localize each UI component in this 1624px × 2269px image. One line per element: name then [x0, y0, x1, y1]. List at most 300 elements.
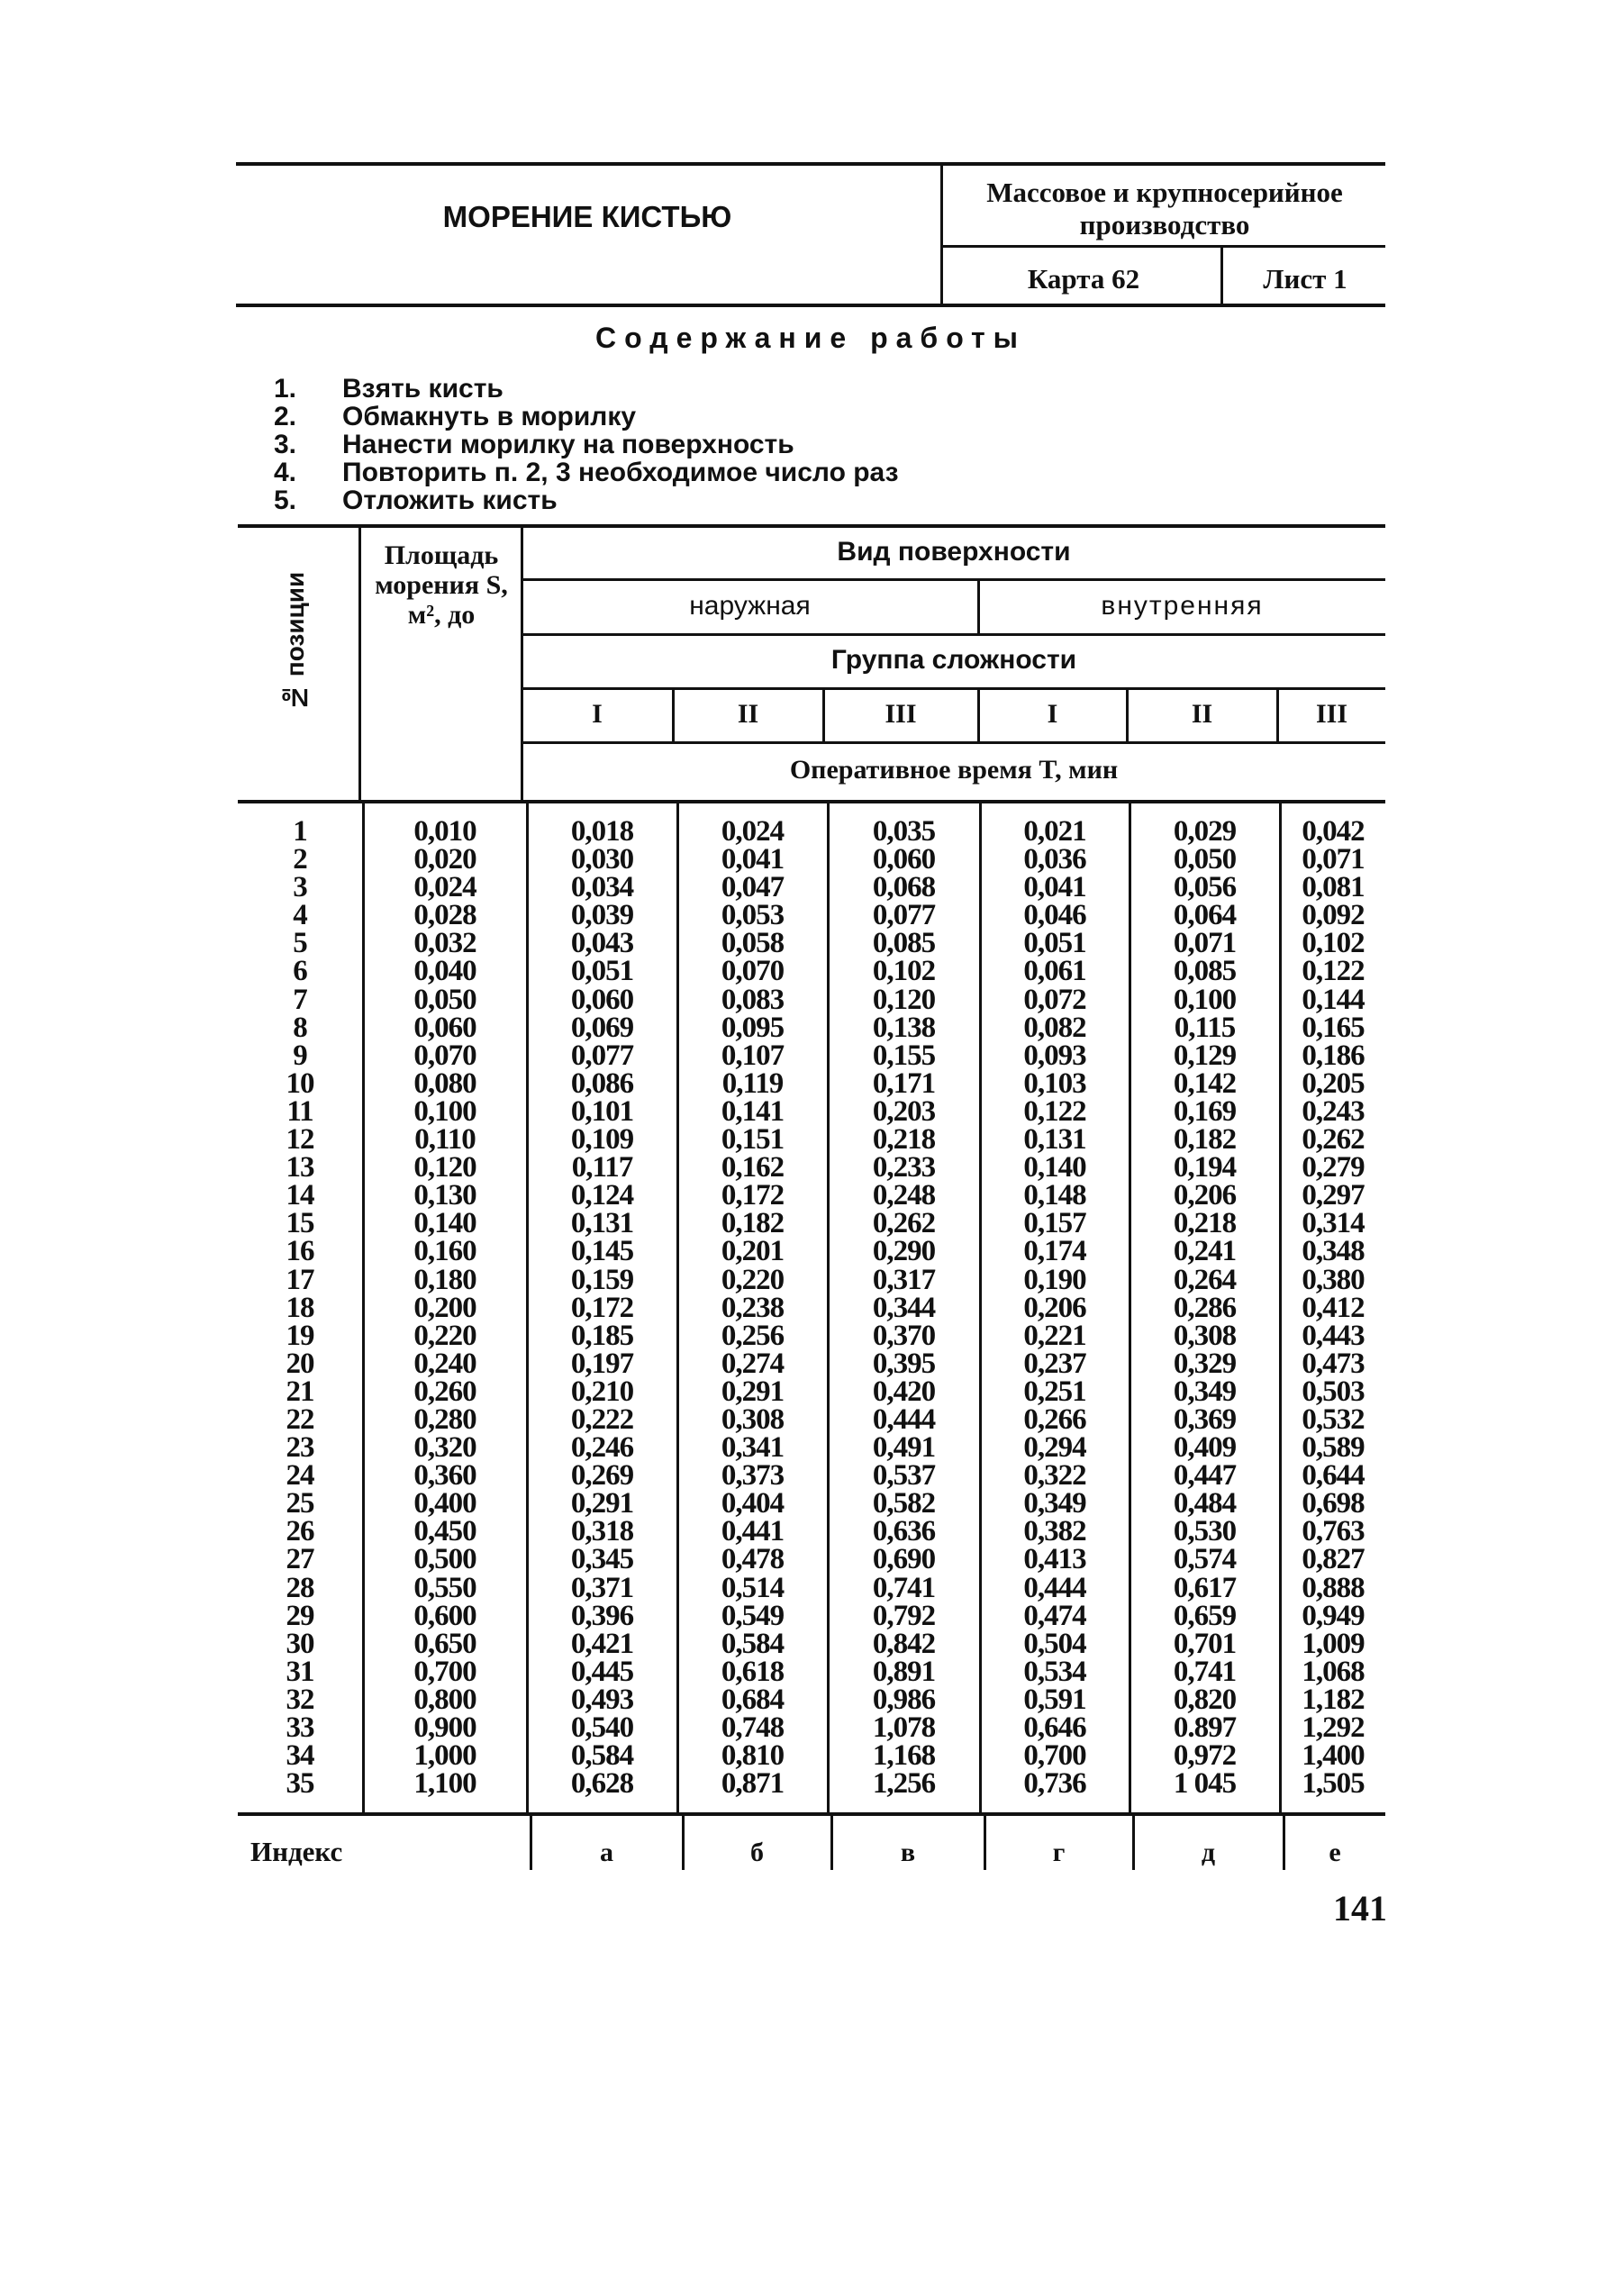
step-text: Взять кисть [342, 374, 504, 404]
table-cell: 0,081 [1302, 871, 1365, 904]
table-cell: 0,549 [721, 1599, 785, 1632]
table-cell: 1,182 [1302, 1683, 1365, 1716]
table-cell: 0,010 [413, 815, 476, 848]
table-cell: 1,078 [872, 1711, 936, 1744]
table-cell: 0,124 [570, 1179, 634, 1212]
table-cell: 0,120 [872, 983, 936, 1016]
table-cell: 0,182 [721, 1207, 785, 1240]
table-cell: 0,043 [570, 927, 634, 960]
table-cell: 0,500 [413, 1543, 476, 1576]
table-cell: 13 [286, 1151, 314, 1184]
table-cell: 15 [286, 1207, 314, 1240]
table-cell: 0,197 [570, 1347, 634, 1380]
table-cell: 0,320 [413, 1431, 476, 1465]
table-cell: 0,370 [872, 1319, 936, 1352]
table-cell: 1,505 [1302, 1767, 1365, 1801]
table-cell: 0,348 [1302, 1235, 1365, 1268]
table-cell: 0,102 [872, 955, 936, 988]
table-cell: 0,172 [570, 1291, 634, 1324]
table-cell: 0,040 [413, 955, 476, 988]
table-cell: 0,131 [570, 1207, 634, 1240]
table-cell: 0,650 [413, 1627, 476, 1660]
table-cell: 0,222 [570, 1402, 634, 1436]
table-cell: 0,291 [570, 1487, 634, 1520]
table-cell: 0,056 [1173, 871, 1237, 904]
time-column-d [1130, 815, 1279, 1801]
table-cell: 0,450 [413, 1515, 476, 1548]
table-cell: 0,308 [721, 1402, 785, 1436]
table-cell: 0,028 [413, 899, 476, 932]
table-cell: 0,190 [1023, 1263, 1086, 1296]
outer-surface-header: наружная [689, 591, 811, 621]
production-type: Массовое и крупносерийное производство [986, 177, 1343, 241]
table-cell: 30 [286, 1627, 314, 1660]
table-cell: 0,317 [872, 1263, 936, 1296]
table-cell: 0,246 [570, 1431, 634, 1465]
table-top-rule [238, 524, 1385, 528]
table-cell: 0,582 [872, 1487, 936, 1520]
table-cell: 34 [286, 1739, 314, 1773]
table-cell: 1,000 [413, 1739, 476, 1773]
table-cell: 0,120 [413, 1151, 476, 1184]
table-cell: 0,085 [872, 927, 936, 960]
table-cell: 0,690 [872, 1543, 936, 1576]
table-cell: 0,144 [1302, 983, 1365, 1016]
table-cell: 0,530 [1173, 1515, 1237, 1548]
table-cell: 0,248 [872, 1179, 936, 1212]
table-cell: 0,071 [1173, 927, 1237, 960]
table-cell: 1,400 [1302, 1739, 1365, 1773]
table-cell: 0,186 [1302, 1039, 1365, 1072]
table-cell: 0,151 [721, 1123, 785, 1157]
table-cell: 0,101 [570, 1094, 634, 1128]
table-cell: 0,532 [1302, 1402, 1365, 1436]
table-cell: 0,800 [413, 1683, 476, 1716]
table-cell: 28 [286, 1571, 314, 1604]
table-cell: 0,117 [571, 1151, 633, 1184]
table-cell: 12 [286, 1123, 314, 1157]
table-cell: 0,380 [1302, 1263, 1365, 1296]
table-cell: 0,820 [1173, 1683, 1237, 1716]
table-cell: 0,102 [1302, 927, 1365, 960]
table-cell: 0,445 [570, 1655, 634, 1688]
table-cell: 0,206 [1173, 1179, 1237, 1212]
table-cell: 0,131 [1023, 1123, 1086, 1157]
table-cell: 0,421 [570, 1627, 634, 1660]
table-cell: 4 [293, 899, 307, 932]
table-cell: 0,060 [570, 983, 634, 1016]
page-number: 141 [1333, 1888, 1387, 1929]
table-cell: 0,341 [721, 1431, 785, 1465]
table-cell: 0,035 [872, 815, 936, 848]
table-cell: 0,842 [872, 1627, 936, 1660]
table-cell: 0,290 [872, 1235, 936, 1268]
table-cell: 0,024 [721, 815, 785, 848]
table-cell: 0,095 [721, 1011, 785, 1044]
table-cell: 0,201 [721, 1235, 785, 1268]
table-cell: 0,169 [1173, 1094, 1237, 1128]
step-number: 2. [274, 402, 297, 431]
table-cell: 0,070 [413, 1039, 476, 1072]
table-cell: 0,537 [872, 1459, 936, 1493]
table-cell: 0,130 [413, 1179, 476, 1212]
table-cell: 0,206 [1023, 1291, 1086, 1324]
surface-type-header: Вид поверхности [837, 537, 1071, 567]
table-cell: 0,256 [721, 1319, 785, 1352]
table-cell: 0,046 [1023, 899, 1086, 932]
table-cell: 0,344 [872, 1291, 936, 1324]
table-cell: 0,698 [1302, 1487, 1365, 1520]
position-column [270, 815, 330, 1801]
table-cell: 0,221 [1023, 1319, 1086, 1352]
table-cell: 9 [293, 1039, 307, 1072]
table-cell: 0,051 [570, 955, 634, 988]
table-cell: 8 [293, 1011, 307, 1044]
table-cell: 1,292 [1302, 1711, 1365, 1744]
table-cell: 0,129 [1173, 1039, 1237, 1072]
table-cell: 0,218 [1173, 1207, 1237, 1240]
table-cell: 0,122 [1302, 955, 1365, 988]
table-cell: 0,360 [413, 1459, 476, 1493]
table-cell: 0,900 [413, 1711, 476, 1744]
table-cell: 0,148 [1023, 1179, 1086, 1212]
table-cell: 32 [286, 1683, 314, 1716]
table-cell: 0,600 [413, 1599, 476, 1632]
table-cell: 19 [286, 1319, 314, 1352]
table-cell: 0,827 [1302, 1543, 1365, 1576]
table-cell: 0,792 [872, 1599, 936, 1632]
table-cell: 0,182 [1173, 1123, 1237, 1157]
table-cell: 0,322 [1023, 1459, 1086, 1493]
table-cell: 0,443 [1302, 1319, 1365, 1352]
table-cell: 0,220 [721, 1263, 785, 1296]
table-cell: 0,053 [721, 899, 785, 932]
table-cell: 0,888 [1302, 1571, 1365, 1604]
table-cell: 0,514 [721, 1571, 785, 1604]
table-cell: 0,891 [872, 1655, 936, 1688]
time-column-g [981, 815, 1129, 1801]
table-cell: 0,119 [721, 1066, 784, 1100]
table-cell: 0,308 [1173, 1319, 1237, 1352]
table-cell: 0,534 [1023, 1655, 1086, 1688]
time-column-e [1281, 815, 1385, 1801]
table-cell: 16 [286, 1235, 314, 1268]
table-cell: 0,041 [721, 843, 785, 876]
table-cell: 0,503 [1302, 1375, 1365, 1408]
table-cell: 0,700 [413, 1655, 476, 1688]
table-cell: 0,036 [1023, 843, 1086, 876]
table-cell: 0,070 [721, 955, 785, 988]
area-column [364, 815, 526, 1801]
table-cell: 0,220 [413, 1319, 476, 1352]
table-cell: 0,504 [1023, 1627, 1086, 1660]
table-cell: 35 [286, 1767, 314, 1801]
table-cell: 0,493 [570, 1683, 634, 1716]
table-cell: 0,318 [570, 1515, 634, 1548]
table-rule [521, 687, 1385, 690]
table-cell: 0,174 [1023, 1235, 1086, 1268]
time-column-b [678, 815, 827, 1801]
table-cell: 17 [286, 1263, 314, 1296]
step-text: Обмакнуть в морилку [342, 402, 637, 431]
table-cell: 0,280 [413, 1402, 476, 1436]
table-cell: 29 [286, 1599, 314, 1632]
step-text: Повторить п. 2, 3 необходимое число раз [342, 458, 899, 487]
table-cell: 0,068 [872, 871, 936, 904]
table-cell: 0,180 [413, 1263, 476, 1296]
table-cell: 2 [293, 843, 307, 876]
table-cell: 0,294 [1023, 1431, 1086, 1465]
table-cell: 0,034 [570, 871, 634, 904]
table-cell: 0,061 [1023, 955, 1086, 988]
table-cell: 0,349 [1173, 1375, 1237, 1408]
table-cell: 0,020 [413, 843, 476, 876]
table-rule [521, 578, 1385, 581]
table-cell: 0,145 [570, 1235, 634, 1268]
table-cell: 0,473 [1302, 1347, 1365, 1380]
table-cell: 0,200 [413, 1291, 476, 1324]
table-cell: 27 [286, 1543, 314, 1576]
table-cell: 0,584 [570, 1739, 634, 1773]
complexity-group-header: Группа сложности [830, 645, 1077, 675]
table-cell: 0,748 [721, 1711, 785, 1744]
table-cell: 0,646 [1023, 1711, 1086, 1744]
table-cell: 1,100 [413, 1767, 476, 1801]
table-cell: 0,420 [872, 1375, 936, 1408]
table-cell: 0,210 [570, 1375, 634, 1408]
table-cell: 0,060 [413, 1011, 476, 1044]
table-cell: 0,029 [1173, 815, 1237, 848]
table-cell: 0,413 [1023, 1543, 1086, 1576]
table-cell: 1,009 [1302, 1627, 1365, 1660]
table-cell: 0,297 [1302, 1179, 1365, 1212]
table-cell: 0,107 [721, 1039, 785, 1072]
table-cell: 0,810 [721, 1739, 785, 1773]
table-cell: 3 [293, 871, 307, 904]
operative-time-header: Оперативное время T, мин [789, 755, 1119, 785]
table-cell: 0,659 [1173, 1599, 1237, 1632]
table-cell: 33 [286, 1711, 314, 1744]
table-cell: 0,086 [570, 1066, 634, 1100]
table-cell: 0,109 [570, 1123, 634, 1157]
position-number-header: № позиции [281, 571, 309, 712]
table-cell: 0,082 [1023, 1011, 1086, 1044]
table-cell: 0,159 [570, 1263, 634, 1296]
table-cell: 0,093 [1023, 1039, 1086, 1072]
table-cell: 0,279 [1302, 1151, 1365, 1184]
table-cell: 14 [286, 1179, 314, 1212]
index-cell: д [1201, 1838, 1216, 1867]
table-cell: 0,617 [1173, 1571, 1237, 1604]
table-cell: 0,024 [413, 871, 476, 904]
table-cell: 0,618 [721, 1655, 785, 1688]
table-cell: 0,115 [1174, 1011, 1236, 1044]
table-cell: 18 [286, 1291, 314, 1324]
table-cell: 23 [286, 1431, 314, 1465]
table-cell: 0,589 [1302, 1431, 1365, 1465]
time-column-v [829, 815, 979, 1801]
table-cell: 0,274 [721, 1347, 785, 1380]
table-cell: 0,042 [1302, 815, 1365, 848]
table-cell: 0,741 [1173, 1655, 1237, 1688]
table-cell: 0,972 [1173, 1739, 1237, 1773]
table-cell: 0,080 [413, 1066, 476, 1100]
table-cell: 0,083 [721, 983, 785, 1016]
table-cell: 0,404 [721, 1487, 785, 1520]
table-cell: 0,291 [721, 1375, 785, 1408]
table-cell: 1,168 [872, 1739, 936, 1773]
table-cell: 0,243 [1302, 1094, 1365, 1128]
table-cell: 0,584 [721, 1627, 785, 1660]
table-cell: 0,103 [1023, 1066, 1086, 1100]
table-cell: 0,122 [1023, 1094, 1086, 1128]
table-cell: 0,241 [1173, 1235, 1237, 1268]
table-cell: 0,194 [1173, 1151, 1237, 1184]
table-cell: 0,478 [721, 1543, 785, 1576]
table-cell: 0,233 [872, 1151, 936, 1184]
table-cell: 24 [286, 1459, 314, 1493]
table-cell: 0,266 [1023, 1402, 1086, 1436]
table-cell: 0,072 [1023, 983, 1086, 1016]
table-cell: 0,051 [1023, 927, 1086, 960]
table-cell: 0,064 [1173, 899, 1237, 932]
table-cell: 0,162 [721, 1151, 785, 1184]
table-cell: 0,205 [1302, 1066, 1365, 1100]
table-cell: 0,203 [872, 1094, 936, 1128]
table-cell: 0,591 [1023, 1683, 1086, 1716]
table-cell: 0,371 [570, 1571, 634, 1604]
table-cell: 0,395 [872, 1347, 936, 1380]
table-cell: 0,238 [721, 1291, 785, 1324]
table-cell: 0,138 [872, 1011, 936, 1044]
table-cell: 11 [286, 1094, 313, 1128]
step-number: 3. [274, 430, 297, 459]
table-rule [521, 633, 1385, 636]
table-cell: 0,060 [872, 843, 936, 876]
time-column-a [528, 815, 676, 1801]
table-cell: 0,409 [1173, 1431, 1237, 1465]
table-cell: 0,396 [570, 1599, 634, 1632]
table-cell: 0,314 [1302, 1207, 1365, 1240]
table-cell: 0,628 [570, 1767, 634, 1801]
table-cell: 0,039 [570, 899, 634, 932]
table-cell: 0,251 [1023, 1375, 1086, 1408]
table-cell: 0,085 [1173, 955, 1237, 988]
table-body-bottom-rule [238, 1812, 1385, 1816]
index-cell: е [1329, 1838, 1341, 1867]
table-cell: 0,871 [721, 1767, 785, 1801]
group-header: III [885, 699, 917, 729]
group-header: III [1315, 699, 1348, 729]
table-cell: 25 [286, 1487, 314, 1520]
step-number: 5. [274, 486, 297, 515]
table-cell: 0,700 [1023, 1739, 1086, 1773]
table-cell: 0,382 [1023, 1515, 1086, 1548]
table-cell: 7 [293, 983, 307, 1016]
group-header: I [592, 699, 603, 729]
table-cell: 1 [293, 815, 307, 848]
table-cell: 0,058 [721, 927, 785, 960]
group-header: I [1047, 699, 1058, 729]
table-cell: 0,141 [721, 1094, 785, 1128]
table-header-bottom-rule [238, 800, 1385, 803]
page-title: МОРЕНИЕ КИСТЬЮ [442, 200, 732, 233]
table-cell: 0,100 [1173, 983, 1237, 1016]
table-cell: 0,140 [1023, 1151, 1086, 1184]
index-cell: в [900, 1838, 916, 1867]
group-header: II [737, 699, 759, 729]
table-cell: 0,160 [413, 1235, 476, 1268]
table-cell: 0,050 [413, 983, 476, 1016]
table-cell: 0,171 [872, 1066, 936, 1100]
table-cell: 0,032 [413, 927, 476, 960]
table-cell: 0,077 [872, 899, 936, 932]
table-cell: 0,264 [1173, 1263, 1237, 1296]
table-cell: 0,412 [1302, 1291, 1365, 1324]
table-cell: 0,041 [1023, 871, 1086, 904]
table-cell: 0,329 [1173, 1347, 1237, 1380]
table-cell: 31 [286, 1655, 314, 1688]
table-cell: 0,484 [1173, 1487, 1237, 1520]
table-cell: 1,068 [1302, 1655, 1365, 1688]
table-cell: 20 [286, 1347, 314, 1380]
table-cell: 0,185 [570, 1319, 634, 1352]
table-cell: 0,155 [872, 1039, 936, 1072]
table-cell: 0,077 [570, 1039, 634, 1072]
area-header: Площадь морения S, м², до [375, 540, 508, 630]
table-cell: 0,286 [1173, 1291, 1237, 1324]
table-cell: 0,100 [413, 1094, 476, 1128]
table-cell: 26 [286, 1515, 314, 1548]
table-cell: 0,474 [1023, 1599, 1086, 1632]
table-cell: 0,262 [1302, 1123, 1365, 1157]
work-content-title: Содержание работы [595, 322, 1026, 354]
table-cell: 0,218 [872, 1123, 936, 1157]
table-cell: 0,142 [1173, 1066, 1237, 1100]
index-cell: г [1052, 1838, 1066, 1867]
table-cell: 0,165 [1302, 1011, 1365, 1044]
table-cell: 0,172 [721, 1179, 785, 1212]
table-cell: 0,636 [872, 1515, 936, 1548]
table-cell: 6 [293, 955, 307, 988]
index-cell: б [750, 1838, 764, 1867]
table-cell: 0,763 [1302, 1515, 1365, 1548]
table-cell: 0,444 [1023, 1571, 1086, 1604]
table-cell: 0,018 [570, 815, 634, 848]
table-cell: 0,021 [1023, 815, 1086, 848]
table-cell: 0,110 [414, 1123, 476, 1157]
index-label: Индекс [250, 1836, 343, 1867]
table-cell: 0,157 [1023, 1207, 1086, 1240]
card-number: Карта 62 [1027, 263, 1140, 295]
table-cell: 0,030 [570, 843, 634, 876]
table-cell: 21 [286, 1375, 314, 1408]
table-cell: 0,237 [1023, 1347, 1086, 1380]
table-cell: 0,400 [413, 1487, 476, 1520]
table-cell: 5 [293, 927, 307, 960]
table-cell: 0,349 [1023, 1487, 1086, 1520]
table-cell: 0,736 [1023, 1767, 1086, 1801]
table-cell: 1,256 [872, 1767, 936, 1801]
table-cell: 0,741 [872, 1571, 936, 1604]
table-cell: 0,644 [1302, 1459, 1365, 1493]
group-header: II [1191, 699, 1213, 729]
table-cell: 0,444 [872, 1402, 936, 1436]
table-cell: 0,574 [1173, 1543, 1237, 1576]
table-cell: 0,373 [721, 1459, 785, 1493]
sheet-number: Лист 1 [1263, 263, 1347, 295]
table-cell: 0,447 [1173, 1459, 1237, 1493]
